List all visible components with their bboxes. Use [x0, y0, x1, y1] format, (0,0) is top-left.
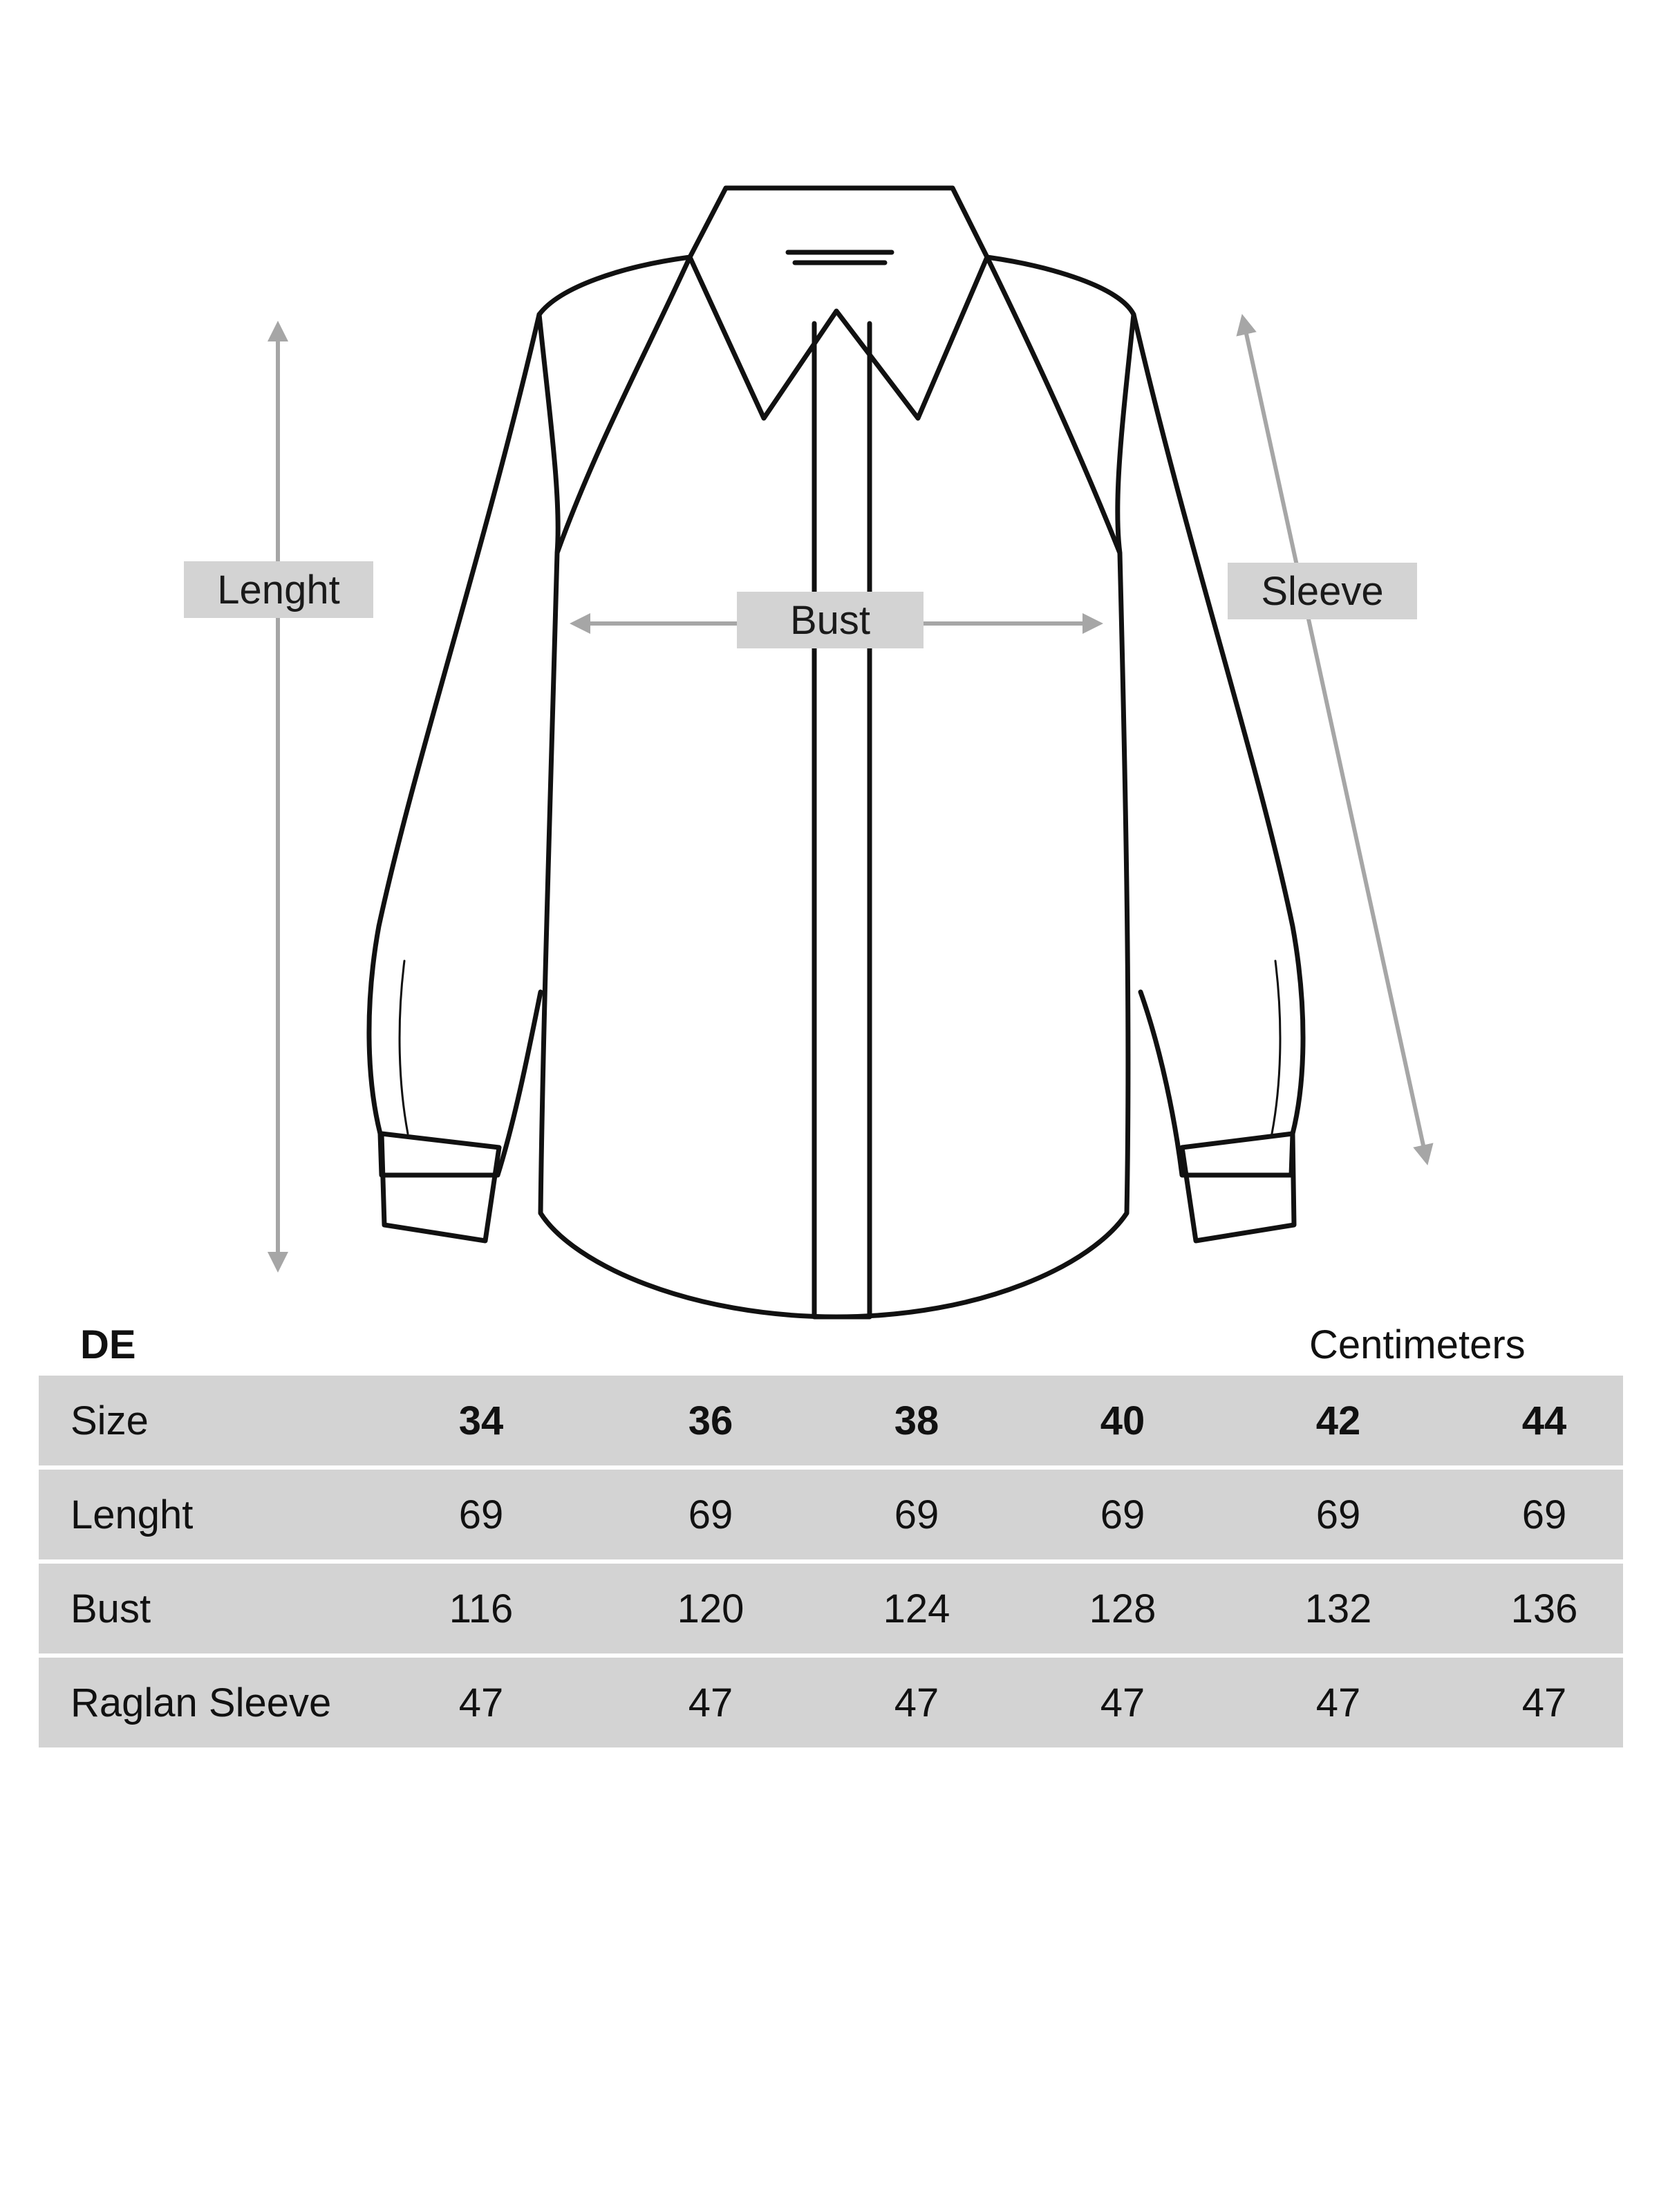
table-cell: 47: [894, 1680, 939, 1725]
size-38: 38: [894, 1398, 939, 1443]
right-sleeve-outline: [987, 257, 1303, 1175]
button-placket: [814, 324, 870, 1317]
table-cell: 116: [449, 1586, 514, 1631]
table-cell: 120: [677, 1586, 744, 1631]
table-cell: 69: [1100, 1492, 1145, 1537]
size-34: 34: [458, 1398, 504, 1443]
sleeve-arrow: [1243, 318, 1427, 1161]
unit-label: Centimeters: [1309, 1322, 1526, 1367]
right-cuff: [1182, 1134, 1294, 1241]
table-cell: 47: [1521, 1680, 1567, 1725]
row-label-bust: Bust: [71, 1586, 151, 1631]
size-42: 42: [1315, 1398, 1361, 1443]
table-cell: 69: [1521, 1492, 1567, 1537]
size-region: DE: [80, 1322, 136, 1367]
row-label-size: Size: [71, 1398, 149, 1443]
table-cell: 136: [1510, 1586, 1578, 1631]
table-cell: 69: [688, 1492, 733, 1537]
size-36: 36: [688, 1398, 733, 1443]
table-cell: 47: [688, 1680, 733, 1725]
table-cell: 47: [1100, 1680, 1145, 1725]
size-44: 44: [1521, 1398, 1567, 1443]
size-40: 40: [1100, 1398, 1145, 1443]
length-label: Lenght: [184, 561, 373, 618]
sleeve-label: Sleeve: [1228, 563, 1417, 619]
collar: [690, 188, 987, 418]
table-cell: 128: [1089, 1586, 1156, 1631]
table-cell: 69: [458, 1492, 504, 1537]
bust-row: [39, 1564, 1623, 1653]
length-row: [39, 1470, 1623, 1559]
size-header-row: [39, 1376, 1623, 1465]
row-label-raglan-sleeve: Raglan Sleeve: [71, 1680, 332, 1725]
collar-stand: [788, 252, 892, 263]
table-cell: 132: [1304, 1586, 1372, 1631]
left-raglan-seam: [557, 257, 690, 553]
left-sleeve-outline: [369, 257, 690, 1175]
size-table: [39, 1376, 1623, 1752]
right-raglan-seam: [987, 257, 1120, 553]
sleeve-row: [39, 1658, 1623, 1747]
table-cell: 69: [894, 1492, 939, 1537]
left-cuff: [382, 1134, 499, 1241]
table-cell: 47: [1315, 1680, 1361, 1725]
table-cell: 69: [1315, 1492, 1361, 1537]
table-cell: 124: [883, 1586, 950, 1631]
bust-label: Bust: [737, 592, 924, 648]
shirt-body-outline: [539, 315, 1134, 1317]
table-cell: 47: [458, 1680, 504, 1725]
row-label-length: Lenght: [71, 1492, 194, 1537]
